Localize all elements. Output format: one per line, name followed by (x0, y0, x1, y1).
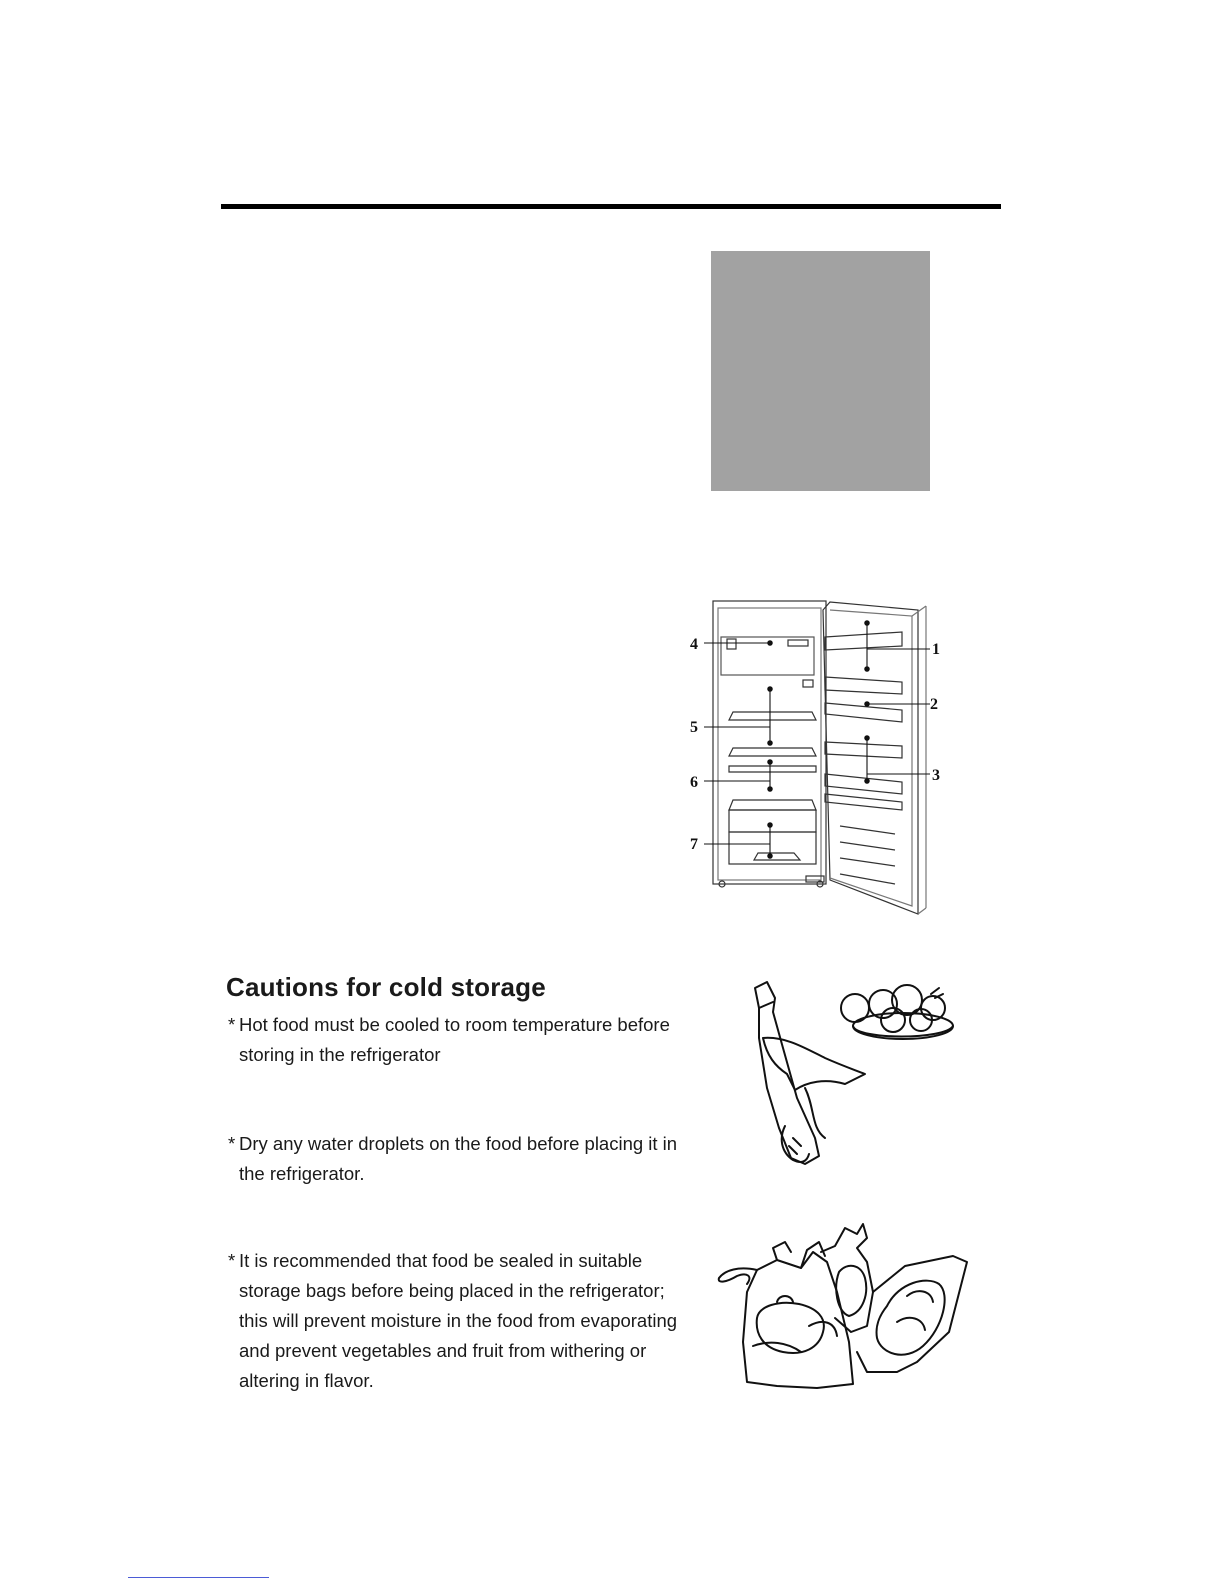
wiping-bottle-illustration (745, 978, 960, 1178)
callout-2: 2 (930, 696, 938, 713)
callout-3: 3 (932, 767, 940, 784)
caution-text: Hot food must be cooled to room temperature before storing in the refrigerator (239, 1014, 670, 1065)
callout-7: 7 (690, 836, 698, 853)
footer-link-underline (128, 1577, 269, 1578)
caution-text: Dry any water droplets on the food before placing it in the refrigerator. (239, 1133, 678, 1184)
bullet: * (228, 1014, 236, 1035)
storage-bags-illustration (717, 1222, 977, 1392)
refrigerator-diagram (690, 596, 960, 926)
caution-text: It is recommended that food be sealed in suitable storage bags before being placed in the refrigerator; this will prevent moisture in the food from evaporating and prevent vegetables and fruit from withering or altering in flavor. (239, 1250, 678, 1391)
callout-1: 1 (932, 641, 940, 658)
callout-5: 5 (690, 719, 698, 736)
callout-6: 6 (690, 774, 698, 791)
callout-4: 4 (690, 636, 698, 653)
caution-item (228, 1010, 698, 1070)
caution-item (228, 1129, 698, 1189)
image-placeholder (711, 251, 930, 491)
caution-item (228, 1246, 698, 1396)
header-rule (221, 204, 1001, 209)
bullet: * (228, 1133, 236, 1154)
bullet: * (228, 1250, 236, 1271)
section-title: Cautions for cold storage (226, 972, 546, 1002)
